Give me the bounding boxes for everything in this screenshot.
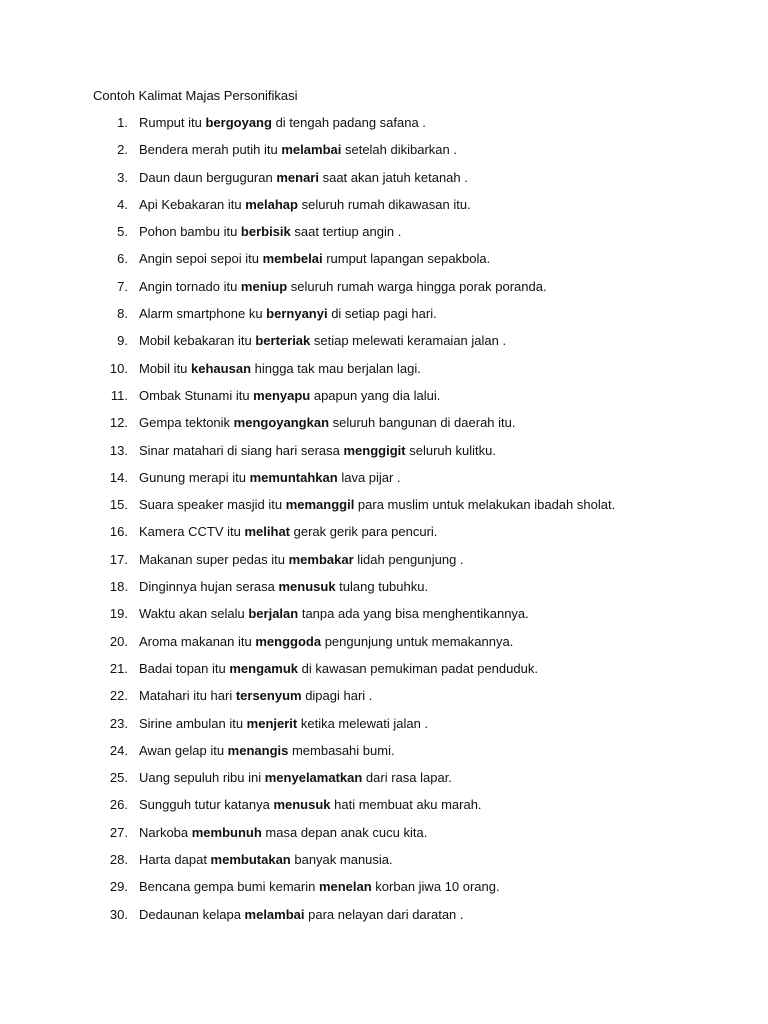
sentence-text-after: setiap melewati keramaian jalan .: [310, 333, 507, 349]
list-item: [0, 769, 768, 796]
personification-verb: melambai: [281, 142, 342, 158]
sentence-text-after: dari rasa lapar.: [362, 770, 452, 786]
list-item-number: 4.: [117, 196, 128, 212]
sentence-text-before: Alarm smartphone ku: [139, 306, 267, 322]
list-item-sentence: [139, 469, 401, 487]
list-item-sentence: [139, 141, 457, 159]
list-item: [0, 469, 768, 496]
sentence-text-after: dipagi hari .: [301, 688, 373, 704]
list-item-number: 15.: [109, 497, 128, 513]
sentence-text-after: seluruh rumah warga hingga porak poranda.: [287, 278, 547, 294]
list-item: [0, 796, 768, 823]
sentence-text-before: Matahari itu hari: [139, 688, 236, 704]
personification-verb: menjerit: [246, 715, 298, 731]
sentence-text-before: Awan gelap itu: [139, 742, 228, 758]
sentence-text-before: Suara speaker masjid itu: [139, 497, 286, 513]
sentence-text-after: di setiap pagi hari.: [327, 306, 437, 322]
sentence-text-after: para muslim untuk melakukan ibadah sholat.: [354, 497, 616, 513]
sentence-text-after: membasahi bumi.: [288, 742, 395, 758]
personification-verb: kehausan: [191, 360, 252, 376]
sentence-text-before: Rumput itu: [139, 115, 206, 130]
list-item: [0, 605, 768, 632]
list-item-sentence: [139, 223, 401, 241]
list-item-number: 29.: [109, 879, 128, 895]
personification-verb: menggoda: [255, 633, 322, 649]
list-item-number: 16.: [109, 524, 128, 540]
personification-verb: membakar: [288, 551, 354, 567]
personification-verb: menangis: [227, 742, 289, 758]
sentence-text-after: korban jiwa 10 orang.: [371, 879, 500, 895]
sentence-text-after: seluruh rumah dikawasan itu.: [297, 196, 471, 212]
sentence-text-after: seluruh bangunan di daerah itu.: [329, 415, 516, 431]
personification-verb: membunuh: [191, 824, 262, 840]
personification-verb: memuntahkan: [249, 469, 338, 485]
sentence-text-before: Sirine ambulan itu: [139, 715, 247, 731]
list-item-sentence: [139, 196, 471, 214]
sentence-text-before: Gunung merapi itu: [139, 469, 250, 485]
list-item: [0, 169, 768, 196]
list-item-number: 23.: [109, 715, 128, 731]
sentence-text-before: Harta dapat: [139, 852, 211, 868]
personification-verb: melihat: [244, 524, 290, 540]
list-item-sentence: [139, 360, 421, 378]
personification-verb: tersenyum: [235, 688, 302, 704]
list-item-sentence: [139, 824, 427, 842]
list-item: [0, 551, 768, 578]
list-item-number: 10.: [109, 360, 128, 376]
list-item-sentence: [139, 250, 490, 268]
sentence-text-before: Bendera merah putih itu: [139, 142, 282, 158]
list-item: [0, 250, 768, 277]
list-item-number: 18.: [109, 579, 128, 595]
personification-verb: bernyanyi: [266, 306, 328, 322]
list-item: [0, 442, 768, 469]
list-item: [0, 906, 768, 933]
list-item-sentence: [139, 305, 437, 323]
list-item-number: 20.: [109, 633, 128, 649]
sentence-text-after: di tengah padang safana .: [271, 115, 426, 130]
sentence-text-before: Mobil itu: [139, 360, 192, 376]
sentence-text-before: Kamera CCTV itu: [139, 524, 245, 540]
list-item-sentence: [139, 633, 513, 651]
sentence-text-before: Api Kebakaran itu: [139, 196, 246, 212]
document-title: Contoh Kalimat Majas Personifikasi: [93, 88, 298, 103]
sentence-text-after: lava pijar .: [337, 469, 401, 485]
list-item-number: 21.: [109, 660, 128, 676]
sentence-text-after: di kawasan pemukiman padat penduduk.: [298, 660, 538, 676]
sentence-text-after: tanpa ada yang bisa menghentikannya.: [298, 606, 529, 622]
list-item-number: 6.: [117, 251, 128, 267]
sentence-text-before: Sinar matahari di siang hari serasa: [139, 442, 344, 458]
list-item-sentence: [139, 660, 538, 678]
list-item-number: 5.: [117, 224, 128, 240]
list-item-sentence: [139, 851, 393, 869]
list-item-number: 26.: [109, 797, 128, 813]
sentence-text-after: apapun yang dia lalui.: [310, 387, 441, 403]
sentence-text-after: hati membuat aku marah.: [330, 797, 482, 813]
sentence-text-after: pengunjung untuk memakannya.: [321, 633, 514, 649]
personification-verb: melahap: [245, 196, 298, 212]
list-item: [0, 332, 768, 359]
sentence-text-before: Aroma makanan itu: [139, 633, 256, 649]
personification-verb: berjalan: [248, 606, 299, 622]
sentence-text-before: Angin tornado itu: [139, 278, 241, 294]
list-item: [0, 360, 768, 387]
sentence-text-after: para nelayan dari daratan .: [304, 906, 464, 922]
personification-verb: berbisik: [240, 224, 291, 240]
personification-verb: bergoyang: [205, 115, 272, 130]
list-item: [0, 742, 768, 769]
list-item: [0, 223, 768, 250]
list-item: [0, 824, 768, 851]
sentence-text-after: saat tertiup angin .: [290, 224, 402, 240]
list-item-number: 27.: [109, 824, 128, 840]
list-item-number: 13.: [109, 442, 128, 458]
list-item-number: 30.: [109, 906, 128, 922]
list-item-number: 12.: [109, 415, 128, 431]
sentence-text-before: Makanan super pedas itu: [139, 551, 289, 567]
list-item-sentence: [139, 114, 426, 132]
list-item-number: 14.: [109, 469, 128, 485]
sentence-text-before: Narkoba: [139, 824, 192, 840]
example-list: [0, 114, 768, 933]
sentence-text-after: tulang tubuhku.: [335, 579, 429, 595]
list-item-sentence: [139, 551, 464, 569]
list-item: [0, 633, 768, 660]
list-item-sentence: [139, 387, 440, 405]
sentence-text-after: ketika melewati jalan .: [297, 715, 429, 731]
sentence-text-before: Angin sepoi sepoi itu: [139, 251, 263, 267]
personification-verb: menusuk: [273, 797, 331, 813]
personification-verb: memanggil: [285, 497, 355, 513]
list-item-sentence: [139, 442, 496, 460]
list-item-sentence: [139, 742, 395, 760]
list-item-number: 28.: [109, 852, 128, 868]
sentence-text-before: Mobil kebakaran itu: [139, 333, 256, 349]
sentence-text-before: Dedaunan kelapa: [139, 906, 245, 922]
personification-verb: membutakan: [210, 852, 291, 868]
list-item-number: 24.: [109, 742, 128, 758]
personification-verb: melambai: [244, 906, 305, 922]
list-item-number: 22.: [109, 688, 128, 704]
list-item-sentence: [139, 605, 529, 623]
personification-verb: berteriak: [255, 333, 311, 349]
sentence-text-after: saat akan jatuh ketanah .: [318, 169, 468, 185]
list-item-sentence: [139, 687, 372, 705]
sentence-text-after: masa depan anak cucu kita.: [261, 824, 428, 840]
sentence-text-before: Dinginnya hujan serasa: [139, 579, 279, 595]
list-item: [0, 496, 768, 523]
sentence-text-before: Badai topan itu: [139, 660, 230, 676]
list-item-number: 17.: [109, 551, 128, 567]
list-item-sentence: [139, 578, 428, 596]
list-item: [0, 141, 768, 168]
sentence-text-before: Sungguh tutur katanya: [139, 797, 274, 813]
personification-verb: menari: [276, 169, 319, 185]
list-item: [0, 196, 768, 223]
personification-verb: menggigit: [343, 442, 406, 458]
list-item: [0, 660, 768, 687]
sentence-text-before: Pohon bambu itu: [139, 224, 241, 240]
list-item-sentence: [139, 878, 500, 896]
sentence-text-after: seluruh kulitku.: [405, 442, 496, 458]
sentence-text-before: Daun daun berguguran: [139, 169, 277, 185]
list-item-sentence: [139, 906, 464, 924]
list-item: [0, 305, 768, 332]
list-item-sentence: [139, 715, 428, 733]
sentence-text-after: hingga tak mau berjalan lagi.: [251, 360, 421, 376]
list-item: [0, 878, 768, 905]
list-item-sentence: [139, 169, 468, 187]
list-item: [0, 851, 768, 878]
list-item-number: 1.: [117, 115, 128, 130]
sentence-text-before: Uang sepuluh ribu ini: [139, 770, 265, 786]
list-item: [0, 278, 768, 305]
list-item-number: 9.: [117, 333, 128, 349]
list-item-number: 8.: [117, 306, 128, 322]
personification-verb: menusuk: [278, 579, 336, 595]
personification-verb: menyapu: [253, 387, 311, 403]
list-item-number: 7.: [117, 278, 128, 294]
sentence-text-before: Gempa tektonik: [139, 415, 234, 431]
list-item-sentence: [139, 769, 452, 787]
list-item: [0, 578, 768, 605]
personification-verb: menelan: [318, 879, 372, 895]
sentence-text-before: Waktu akan selalu: [139, 606, 249, 622]
sentence-text-after: lidah pengunjung .: [353, 551, 464, 567]
sentence-text-after: setelah dikibarkan .: [341, 142, 457, 158]
list-item: [0, 114, 768, 141]
list-item-number: 19.: [109, 606, 128, 622]
list-item-sentence: [139, 414, 516, 432]
list-item-sentence: [139, 523, 437, 541]
list-item-number: 25.: [109, 770, 128, 786]
list-item: [0, 414, 768, 441]
list-item: [0, 715, 768, 742]
list-item-sentence: [139, 496, 615, 514]
sentence-text-after: banyak manusia.: [290, 852, 393, 868]
list-item-number: 11.: [110, 387, 128, 403]
list-item: [0, 523, 768, 550]
personification-verb: menyelamatkan: [264, 770, 363, 786]
list-item-number: 2.: [117, 142, 128, 158]
sentence-text-before: Bencana gempa bumi kemarin: [139, 879, 319, 895]
personification-verb: mengoyangkan: [233, 415, 330, 431]
personification-verb: mengamuk: [229, 660, 298, 676]
list-item-number: 3.: [117, 169, 128, 185]
sentence-text-after: rumput lapangan sepakbola.: [322, 251, 491, 267]
list-item-sentence: [139, 332, 506, 350]
list-item-sentence: [139, 278, 547, 296]
list-item: [0, 387, 768, 414]
personification-verb: meniup: [240, 278, 288, 294]
list-item: [0, 687, 768, 714]
sentence-text-before: Ombak Stunami itu: [139, 387, 254, 403]
list-item-sentence: [139, 796, 482, 814]
sentence-text-after: gerak gerik para pencuri.: [290, 524, 438, 540]
personification-verb: membelai: [262, 251, 323, 267]
